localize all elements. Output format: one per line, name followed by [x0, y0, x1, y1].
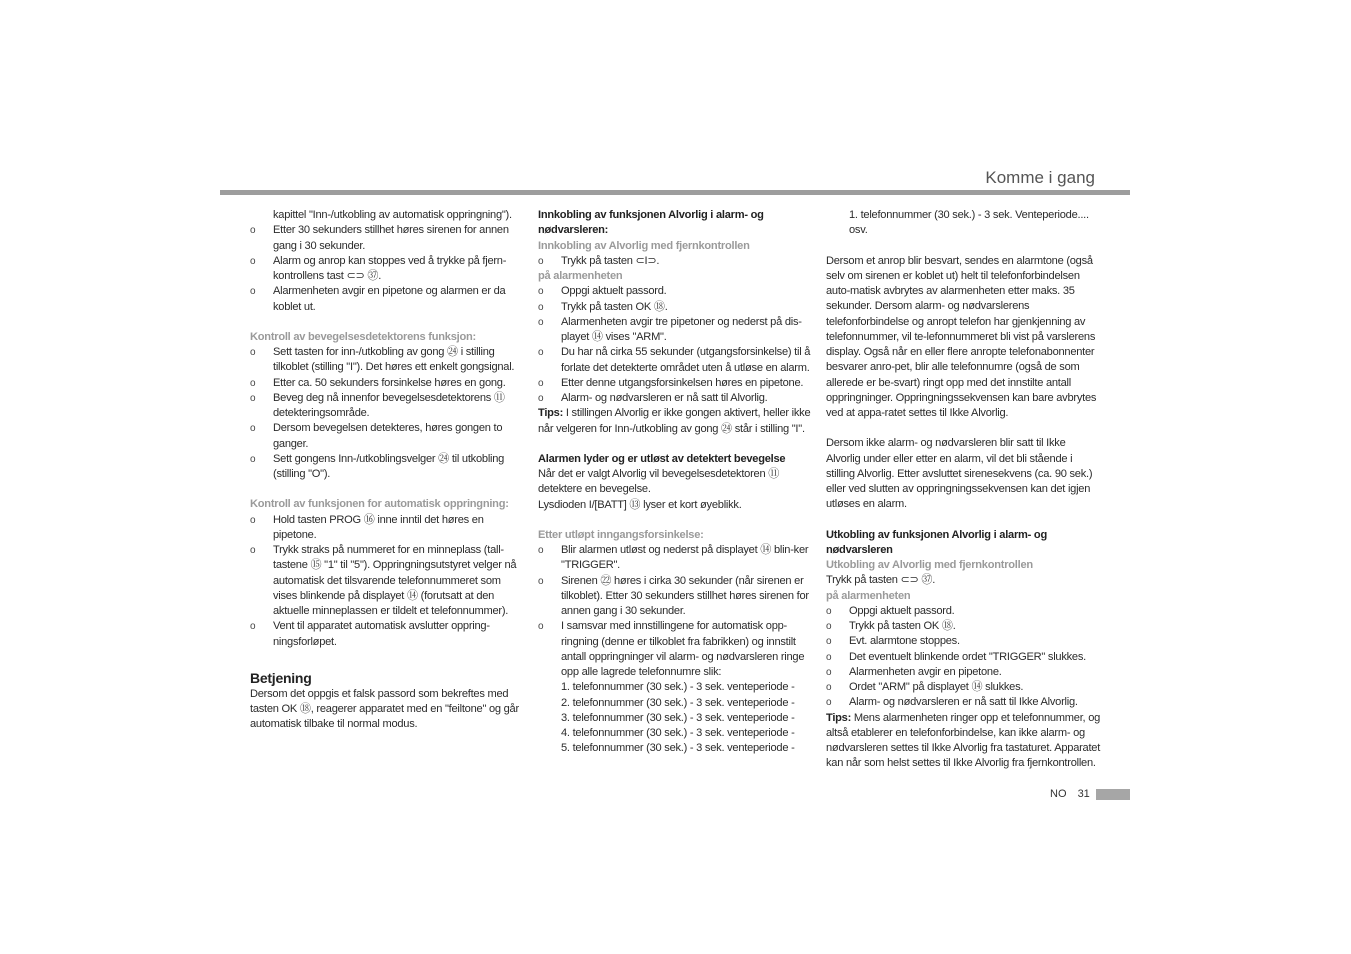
activate-unit-subheading: på alarmenheten: [538, 270, 623, 282]
list-item: o Alarmenheten avgir en pipetone.: [826, 665, 1101, 680]
bullet-icon: o: [250, 621, 256, 633]
bullet-icon: o: [826, 636, 832, 648]
motion-check-heading: Kontroll av bevegelsesdetektorens funksjon:: [250, 330, 476, 343]
bullet-icon: o: [250, 377, 256, 389]
list-item: o Oppgi aktuelt passord.: [538, 284, 813, 299]
bullet-icon: o: [250, 453, 256, 465]
list-item: o Trykk på tasten OK ⑱.: [826, 619, 1101, 634]
column-3: [826, 208, 1101, 772]
page-footer: [1050, 788, 1098, 800]
operation-heading: Betjening: [250, 669, 312, 686]
language-code: NO: [1050, 788, 1067, 800]
list-item: o Sett tasten for inn-/utkobling av gong ㉔ i stilling tilkoblet (stilling "I"). Det høres ett enkelt gongsignal.: [250, 346, 515, 374]
deactivate-remote-text: Trykk på tasten ⊂⊃ ㊲.: [826, 574, 936, 587]
bullet-icon: o: [826, 682, 832, 693]
bullet-icon: o: [538, 301, 544, 313]
bullet-icon: o: [250, 545, 256, 556]
bullet-icon: o: [538, 621, 544, 633]
list-item: o Alarmenheten avgir tre pipetoner og nederst på dis-playet ⑭ vises "ARM".: [538, 315, 802, 343]
bullet-icon: o: [250, 392, 256, 404]
list-item: o Trykk straks på nummeret for en minneplass (tall-tastene ⑮ "1" til "5"). Oppringningsutstyret velger nå automatisk det tilsvarende telefonnummeret som vises blinkende på displayet ⑭ (forutsatt at den aktuelle minneplassen er tildelt et telefonnummer).: [250, 544, 517, 617]
list-item: o Evt. alarmtone stoppes.: [826, 634, 1101, 649]
bullet-icon: o: [826, 651, 832, 663]
bullet-icon: o: [538, 255, 544, 267]
activate-tips: Tips: I stillingen Alvorlig er ikke gongen aktivert, heller ikke når velgeren for Inn-/utkobling av gong ㉔ står i stilling "I".: [538, 407, 811, 435]
list-item: o Oppgi aktuelt passord.: [826, 604, 1101, 619]
phone-number-continuation: 1. telefonnummer (30 sek.) - 3 sek. Venteperiode.... osv.: [849, 209, 1089, 237]
deactivate-tips: Tips: Mens alarmenheten ringer opp et telefonnummer, og altså etablerer en telefonforbindelse, kan ikke alarm- og nødvarsleren settes til Ikke Alvorlig fra tastaturet. Apparatet kan når som helst settes til Ikke Alvorlig fra fjernkontrollen.: [826, 711, 1101, 770]
activate-heading: Innkobling av funksjonen Alvorlig i alarm- og nødvarsleren:: [538, 209, 764, 237]
column-1: [250, 208, 525, 733]
list-item: o Det eventuelt blinkende ordet "TRIGGER" slukkes.: [826, 650, 1101, 665]
intro-list: [250, 223, 525, 315]
list-item: 2. telefonnummer (30 sek.) - 3 sek. venteperiode -: [561, 696, 795, 709]
dial-check-list: [250, 513, 525, 650]
list-item: o Sirenen ㉒ høres i cirka 30 sekunder (når sirenen er tilkoblet). Etter 30 sekunders stillhet høres sirenen for annen gang i 30 sekunder.: [538, 574, 809, 617]
bullet-icon: o: [538, 286, 544, 298]
call-answer-paragraph: Dersom et anrop blir besvart, sendes en alarmtone (også selv om sirenen er koblet ut) helt til telefonforbindelsen auto-matisk avbrytes av alarmenheten etter maks. 35 sekunder. Dersom alarm- og nødvarslerens telefonforbindelse og anropt telefon har gjenkjenning av telefonnummer, vil te-lefonnummeret bli vist på varslerens display. Også når en eller flere anropte telefonabonnenter besvarer anro-pet, blir alle telefonnumre (også de som allerede er be-svart) ringt opp med det innstilte antall oppringninger. Oppringningssekvensen kan bare avbrytes ved at appa-ratet settes til Ikke Alvorlig.: [826, 254, 1097, 419]
motion-alarm-heading: Alarmen lyder og er utløst av detektert bevegelse: [538, 452, 786, 465]
bullet-icon: o: [826, 621, 832, 632]
list-item: o Beveg deg nå innenfor bevegelsesdetektorens ⑪ detekteringsområde.: [250, 391, 505, 419]
list-item: o Dersom bevegelsen detekteres, høres gongen to ganger.: [250, 422, 503, 450]
list-item: o Blir alarmen utløst og nederst på displayet ⑭ blin-ker "TRIGGER".: [538, 544, 809, 572]
bullet-icon: o: [250, 514, 256, 526]
bullet-icon: o: [538, 393, 544, 404]
list-item: o Alarm og anrop kan stoppes ved å trykke på fjern-kontrollens tast ⊂⊃ ㊲.: [250, 254, 507, 282]
bullet-icon: o: [250, 255, 256, 267]
entry-delay-list: [538, 543, 813, 680]
list-item: o Alarmenheten avgir en pipetone og alarmen er da koblet ut.: [250, 285, 506, 313]
list-item: o Etter 30 sekunders stillhet høres sirenen for annen gang i 30 sekunder.: [250, 224, 509, 252]
bullet-icon: o: [826, 697, 832, 709]
remain-active-paragraph: Dersom ikke alarm- og nødvarsleren blir satt til Ikke Alvorlig under eller etter en alarm, vil det bli stående i stilling Alvorlig. Etter avsluttet sirenesekvens (ca. 90 sek.) eller ved slutten av oppringningssekvensen kan det igjen utløses en alarm.: [826, 437, 1093, 511]
list-item: 3. telefonnummer (30 sek.) - 3 sek. venteperiode -: [561, 711, 795, 724]
header-rule: [220, 190, 1130, 195]
bullet-icon: o: [538, 347, 544, 359]
list-item: o Etter denne utgangsforsinkelsen høres en pipetone.: [538, 376, 813, 391]
list-item: o Trykk på tasten OK ⑱.: [538, 300, 813, 315]
list-item: 4. telefonnummer (30 sek.) - 3 sek. venteperiode -: [561, 727, 795, 739]
activate-remote-subheading: Innkobling av Alvorlig med fjernkontrollen: [538, 239, 750, 252]
page-title: Komme i gang: [985, 168, 1095, 187]
operation-text: Dersom det oppgis et falsk passord som bekreftes med tasten OK ⑱, reagerer apparatet med en "feiltone" og går automatisk tilbake til normal modus.: [250, 687, 519, 731]
dial-check-heading: Kontroll av funksjonen for automatisk oppringning:: [250, 498, 509, 511]
activate-unit-list: [538, 284, 813, 406]
deactivate-unit-subheading: på alarmenheten: [826, 589, 911, 602]
footer-bar: [1096, 789, 1130, 800]
list-item: o Sett gongens Inn-/utkoblingsvelger ㉔ til utkobling (stilling "O").: [250, 452, 505, 480]
bullet-icon: o: [826, 666, 832, 678]
bullet-icon: o: [826, 605, 832, 617]
entry-delay-heading: Etter utløpt inngangsforsinkelse:: [538, 528, 704, 541]
list-item: o Vent til apparatet automatisk avslutter oppring-ningsforløpet.: [250, 620, 490, 648]
bullet-icon: o: [250, 423, 256, 435]
column-2: [538, 208, 813, 757]
intro-continuation: kapittel "Inn-/utkobling av automatisk oppringning").: [273, 209, 512, 221]
bullet-icon: o: [538, 377, 544, 389]
bullet-icon: o: [538, 545, 544, 556]
list-item: o Etter ca. 50 sekunders forsinkelse høres en gong.: [250, 376, 525, 391]
list-item: o Hold tasten PROG ⑯ inne inntil det høres en pipetone.: [250, 513, 484, 541]
bullet-icon: o: [250, 286, 256, 298]
list-item: 1. telefonnummer (30 sek.) - 3 sek. venteperiode -: [561, 681, 795, 694]
list-item: o Du har nå cirka 55 sekunder (utgangsforsinkelse) til å forlate det detekterte området uten å utløse en alarm.: [538, 346, 811, 374]
deactivate-heading: Utkobling av funksjonen Alvorlig i alarm- og nødvarsleren: [826, 528, 1047, 556]
list-item: o Ordet "ARM" på displayet ⑭ slukkes.: [826, 680, 1101, 695]
phone-number-sequence: [538, 680, 813, 756]
motion-alarm-text: Når det er valgt Alvorlig vil bevegelsesdetektoren ⑪ detektere en bevegelse.: [538, 468, 780, 496]
list-item: o Trykk på tasten ⊂I⊃.: [538, 254, 813, 269]
deactivate-unit-list: [826, 604, 1101, 711]
list-item: o Alarm- og nødvarsleren er nå satt til Alvorlig.: [538, 391, 813, 406]
list-item: o I samsvar med innstillingene for automatisk opp-ringning (denne er tilkoblet fra fabrikken) og innstilt antall oppringninger vil alarm- og nødvarsleren ringe opp alle lagrede telefonnumre slik:: [538, 620, 805, 678]
bullet-icon: o: [250, 225, 256, 237]
list-item: 5. telefonnummer (30 sek.) - 3 sek. venteperiode -: [561, 742, 795, 755]
bullet-icon: o: [538, 575, 544, 587]
deactivate-remote-subheading: Utkobling av Alvorlig med fjernkontrollen: [826, 559, 1033, 571]
bullet-icon: o: [538, 316, 544, 328]
motion-check-list: [250, 345, 525, 482]
page-number: 31: [1077, 788, 1090, 800]
led-text: Lysdioden I/[BATT] ⑬ lyser et kort øyeblikk.: [538, 498, 742, 511]
list-item: o Alarm- og nødvarsleren er nå satt til Ikke Alvorlig.: [826, 695, 1101, 710]
bullet-icon: o: [250, 347, 256, 358]
